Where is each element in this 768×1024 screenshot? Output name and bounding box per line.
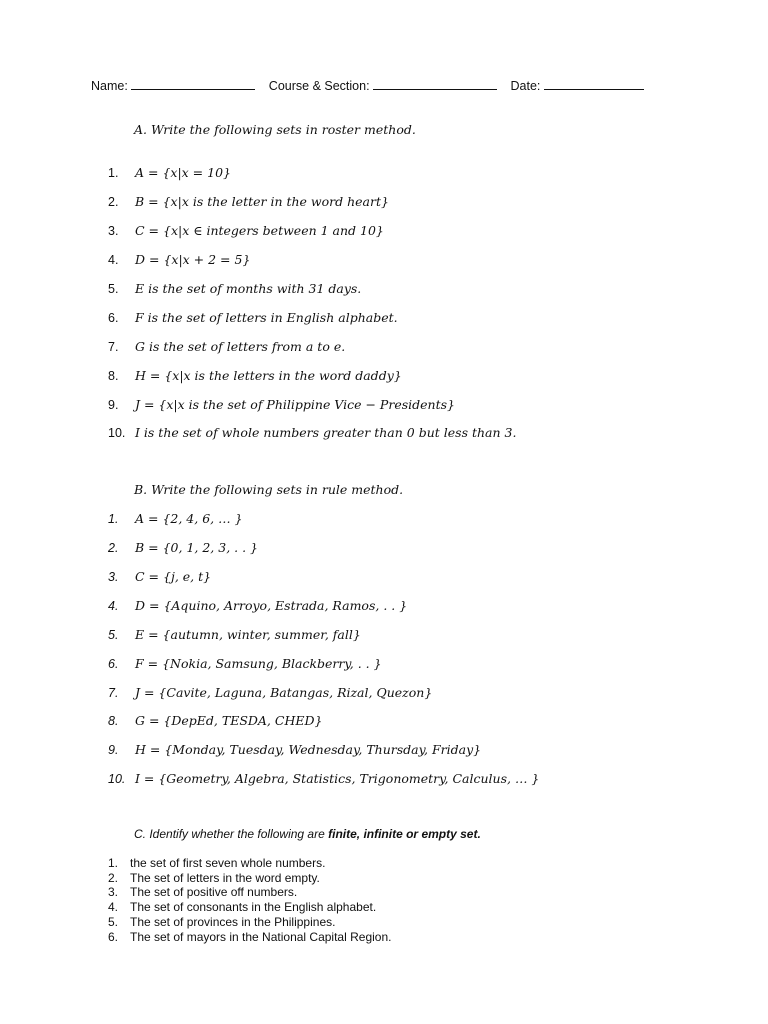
section-a-item-8 — [108, 368, 402, 383]
item-number: 8. — [108, 714, 119, 728]
item-text: A = {2, 4, 6, … } — [135, 511, 243, 526]
section-c-item-3 — [108, 885, 297, 899]
item-text: The set of provinces in the Philippines. — [130, 915, 336, 929]
item-number: 8. — [108, 369, 119, 383]
item-text: J = {x|x is the set of Philippine Vice − Presidents} — [135, 397, 455, 412]
worksheet-header — [91, 78, 644, 93]
section-b-item-8 — [108, 713, 322, 728]
item-text: D = {x|x + 2 = 5} — [135, 252, 251, 267]
section-c-title-emphasis: finite, infinite or empty set — [328, 827, 478, 841]
item-number: 7. — [108, 686, 119, 700]
item-number: 9. — [108, 743, 119, 757]
section-b-item-4 — [108, 598, 407, 613]
item-text: B = {0, 1, 2, 3, . . } — [135, 540, 259, 555]
section-a-item-10 — [108, 425, 516, 440]
section-a-item-5 — [108, 281, 361, 296]
item-number: 6. — [108, 311, 119, 325]
section-b-title: B. Write the following sets in rule method. — [134, 482, 404, 497]
section-c-item-1 — [108, 856, 325, 870]
item-number: 3. — [108, 885, 119, 899]
item-text: The set of mayors in the National Capital Region. — [130, 930, 392, 944]
item-number: 5. — [108, 628, 119, 642]
item-text: G is the set of letters from a to e. — [135, 339, 346, 354]
item-number: 4. — [108, 599, 119, 613]
item-text: A = {x|x = 10} — [135, 165, 231, 180]
item-text: I = {Geometry, Algebra, Statistics, Trigonometry, Calculus, … } — [135, 771, 540, 786]
section-c-title-end: . — [477, 827, 481, 841]
course-label: Course & Section: — [268, 79, 370, 93]
item-number: 7. — [108, 340, 119, 354]
item-number: 10. — [108, 772, 126, 786]
item-number: 1. — [108, 512, 119, 526]
section-b-item-1 — [108, 511, 243, 526]
section-b-item-5 — [108, 627, 361, 642]
item-text: E is the set of months with 31 days. — [135, 281, 362, 296]
item-number: 6. — [108, 657, 119, 671]
section-c-title-text: C. Identify whether the following are — [134, 827, 329, 841]
item-number: 3. — [108, 570, 119, 584]
section-a-item-3 — [108, 223, 384, 238]
section-a-title: A. Write the following sets in roster method. — [134, 122, 416, 137]
item-text: I is the set of whole numbers greater than 0 but less than 3. — [135, 425, 517, 440]
section-a-item-6 — [108, 310, 398, 325]
section-a-item-1 — [108, 165, 231, 180]
name-label: Name: — [91, 79, 128, 93]
item-number: 3. — [108, 224, 119, 238]
date-blank[interactable] — [544, 78, 644, 90]
item-number: 2. — [108, 541, 119, 555]
item-text: C = {j, e, t} — [135, 569, 212, 584]
section-b-item-2 — [108, 540, 258, 555]
section-c-item-5 — [108, 915, 335, 929]
course-section-blank[interactable] — [373, 78, 497, 90]
item-number: 5. — [108, 282, 119, 296]
section-c-item-4 — [108, 900, 376, 914]
item-text: G = {DepEd, TESDA, CHED} — [135, 713, 323, 728]
date-label: Date: — [510, 79, 541, 93]
name-blank[interactable] — [131, 78, 255, 90]
section-a-item-7 — [108, 339, 345, 354]
section-b-item-7 — [108, 685, 432, 700]
item-text: The set of letters in the word empty. — [130, 871, 320, 885]
section-c-title — [134, 827, 481, 841]
section-b-item-6 — [108, 656, 382, 671]
item-text: B = {x|x is the letter in the word heart} — [135, 194, 389, 209]
item-text: the set of first seven whole numbers. — [130, 856, 326, 870]
item-number: 6. — [108, 930, 119, 944]
item-text: F = {Nokia, Samsung, Blackberry, . . } — [135, 656, 382, 671]
section-a-item-2 — [108, 194, 389, 209]
item-text: J = {Cavite, Laguna, Batangas, Rizal, Quezon} — [135, 685, 433, 700]
item-text: The set of positive off numbers. — [130, 885, 298, 899]
item-number: 5. — [108, 915, 119, 929]
item-number: 9. — [108, 398, 119, 412]
section-b-item-10 — [108, 771, 539, 786]
section-b-item-9 — [108, 742, 481, 757]
item-number: 10. — [108, 426, 126, 440]
item-number: 4. — [108, 253, 119, 267]
item-number: 1. — [108, 856, 119, 870]
item-text: C = {x|x ∈ integers between 1 and 10} — [135, 223, 384, 238]
item-text: D = {Aquino, Arroyo, Estrada, Ramos, . . } — [135, 598, 408, 613]
item-number: 1. — [108, 166, 119, 180]
item-text: E = {autumn, winter, summer, fall} — [135, 627, 361, 642]
section-b-item-3 — [108, 569, 211, 584]
section-a-item-9 — [108, 397, 455, 412]
item-number: 2. — [108, 871, 119, 885]
section-c-item-6 — [108, 930, 391, 944]
item-number: 2. — [108, 195, 119, 209]
item-text: F is the set of letters in English alphabet. — [135, 310, 398, 325]
item-text: H = {Monday, Tuesday, Wednesday, Thursday, Friday} — [135, 742, 482, 757]
item-text: The set of consonants in the English alphabet. — [130, 900, 377, 914]
section-c-item-2 — [108, 871, 320, 885]
item-number: 4. — [108, 900, 119, 914]
section-a-item-4 — [108, 252, 250, 267]
item-text: H = {x|x is the letters in the word daddy} — [135, 368, 402, 383]
